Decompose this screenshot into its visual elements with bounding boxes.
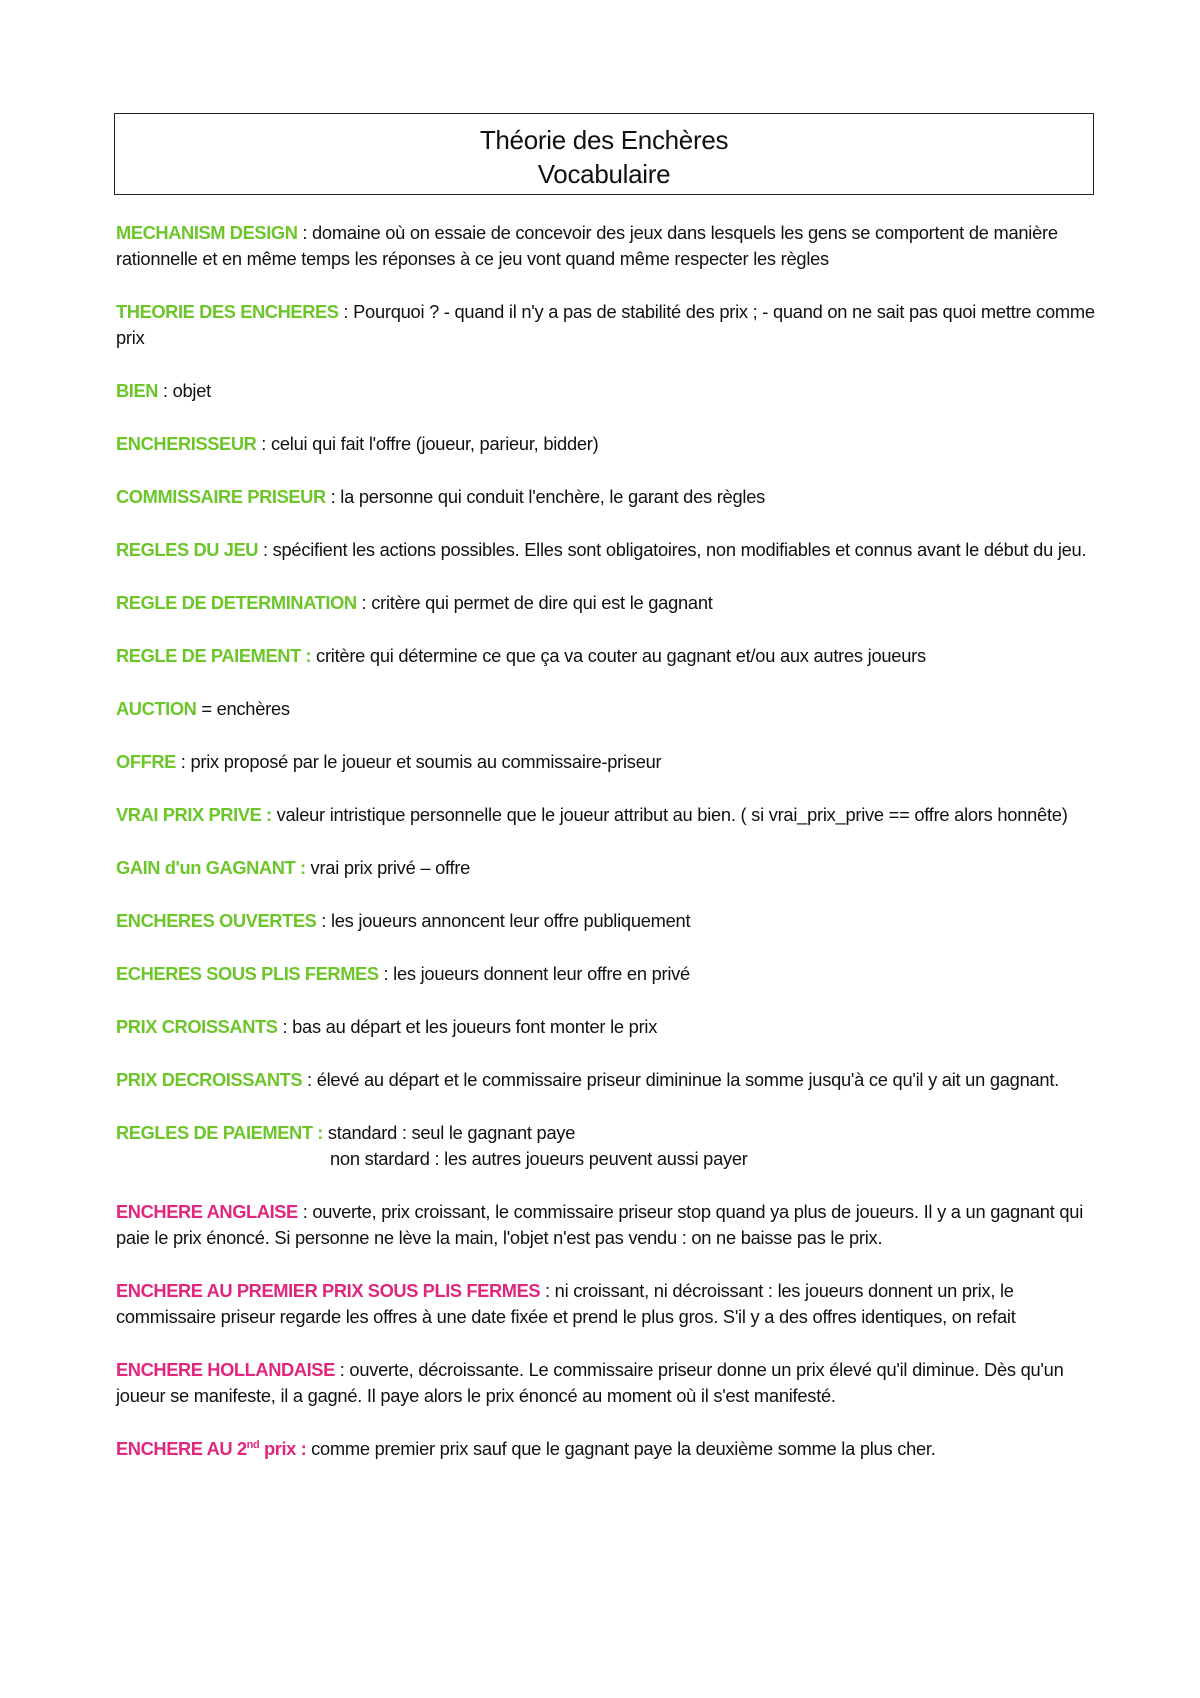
definition-entry (116, 299, 1096, 351)
definition-entry (116, 378, 1096, 404)
auction-type-term: ENCHERE HOLLANDAISE (116, 1359, 335, 1380)
definition-separator: : (338, 301, 354, 322)
definition-text: valeur intristique personnelle que le joueur attribut au bien. ( si vrai_prix_prive == offre alors honnête) (276, 804, 1068, 825)
definition-entry (116, 855, 1096, 881)
definition-term: BIEN (116, 380, 159, 401)
definition-term: MECHANISM DESIGN (116, 222, 298, 243)
definition-entry (116, 1014, 1096, 1040)
definition-text: objet (172, 380, 211, 401)
definition-text: ouverte, prix croissant, le commissaire priseur stop quand ya plus de joueurs. Il y a un gagnant qui paie le prix énoncé. Si personne ne lève la main, l'objet n'est pas vendu : on ne baisse pas le prix. (116, 1201, 1084, 1248)
definition-separator: : (277, 1016, 293, 1037)
term-part: prix : (259, 1438, 307, 1459)
definition-term: ENCHERISSEUR (116, 433, 257, 454)
definition-text: prix proposé par le joueur et soumis au commissaire-priseur (190, 751, 662, 772)
definition-separator: : (334, 1359, 350, 1380)
definition-separator: : (258, 539, 273, 560)
definition-entry (116, 1067, 1096, 1093)
definition-text: enchères (216, 698, 290, 719)
auction-type-term: ENCHERE AU PREMIER PRIX SOUS PLIS FERMES (116, 1280, 541, 1301)
definition-separator: : (316, 910, 331, 931)
definition-text: critère qui permet de dire qui est le gagnant (371, 592, 713, 613)
definition-text: ouverte, décroissante. Le commissaire priseur donne un prix élevé qu'il diminue. Dès qu'un joueur se manifeste, il a gagné. Il paye alors le prix énoncé au moment où il s'est manifesté. (116, 1359, 1064, 1406)
definition-term: REGLES DU JEU (116, 539, 259, 560)
auction-type-entry (116, 1199, 1096, 1251)
auction-type-term (116, 1438, 306, 1459)
definition-text: les joueurs annoncent leur offre publiquement (330, 910, 691, 931)
auction-type-entry (116, 1436, 1096, 1462)
definition-separator: : (158, 380, 173, 401)
definition-separator: : (325, 486, 341, 507)
definition-entry (116, 537, 1096, 563)
definition-separator: : (540, 1280, 555, 1301)
definition-entry (116, 696, 1096, 722)
definition-term: AUCTION (116, 698, 197, 719)
definition-entry (116, 802, 1096, 828)
definition-term: ECHERES SOUS PLIS FERMES (116, 963, 379, 984)
definition-text: bas au départ et les joueurs font monter le prix (292, 1016, 658, 1037)
definition-text: standard : seul le gagnant paye (327, 1122, 576, 1143)
definition-entry-paiement (116, 1120, 1096, 1172)
definition-term: REGLE DE DETERMINATION (116, 592, 357, 613)
definition-entry (116, 961, 1096, 987)
definition-separator: : (297, 1201, 313, 1222)
definition-text: ni croissant, ni décroissant : les joueurs donnent un prix, le commissaire priseur regarde les offres à une date fixée et prend le plus gros. S'il y a des offres identiques, on refait (116, 1280, 1016, 1327)
definition-term: REGLE DE PAIEMENT : (116, 645, 312, 666)
definition-text: critère qui détermine ce que ça va couter au gagnant et/ou aux autres joueurs (316, 645, 926, 666)
definition-entry (116, 908, 1096, 934)
auction-type-term: ENCHERE ANGLAISE (116, 1201, 298, 1222)
definition-separator: : (256, 433, 271, 454)
auction-type-entry (116, 1278, 1096, 1330)
definition-entry (116, 643, 1096, 669)
title-box (114, 113, 1094, 195)
definition-entry (116, 431, 1096, 457)
definition-entry (116, 220, 1096, 272)
auction-type-entry (116, 1357, 1096, 1409)
term-part: ENCHERE AU 2 (116, 1438, 247, 1459)
definition-text: spécifient les actions possibles. Elles sont obligatoires, non modifiables et connus avant le début du jeu. (272, 539, 1087, 560)
definition-separator: : (356, 592, 372, 613)
definition-text: domaine où on essaie de concevoir des jeux dans lesquels les gens se comportent de manière rationnelle et en même temps les réponses à ce jeu vont quand même respecter les règles (116, 222, 1058, 269)
definition-term: THEORIE DES ENCHERES (116, 301, 339, 322)
definition-term: OFFRE (116, 751, 176, 772)
definition-text: Pourquoi ? - quand il n'y a pas de stabilité des prix ; - quand on ne sait pas quoi mettre comme prix (116, 301, 1095, 348)
definition-text: comme premier prix sauf que le gagnant paye la deuxième somme la plus cher. (311, 1438, 936, 1459)
definition-text: élevé au départ et le commissaire priseur dimininue la somme jusqu'à ce qu'il y ait un gagnant. (316, 1069, 1060, 1090)
definition-term: ENCHERES OUVERTES (116, 910, 317, 931)
definition-separator: : (297, 222, 313, 243)
definition-term: COMMISSAIRE PRISEUR (116, 486, 326, 507)
definition-entry (116, 484, 1096, 510)
definition-entry (116, 749, 1096, 775)
definition-separator: = (196, 698, 217, 719)
definition-text: la personne qui conduit l'enchère, le garant des règles (340, 486, 765, 507)
document-subtitle: Vocabulaire (537, 159, 671, 189)
definition-term: PRIX CROISSANTS (116, 1016, 278, 1037)
definition-term: PRIX DECROISSANTS (116, 1069, 303, 1090)
definition-entry (116, 590, 1096, 616)
term-superscript: nd (246, 1438, 260, 1451)
definition-term: VRAI PRIX PRIVE : (116, 804, 272, 825)
definition-text: les joueurs donnent leur offre en privé (393, 963, 690, 984)
definition-separator: : (378, 963, 394, 984)
definition-text: celui qui fait l'offre (joueur, parieur, bidder) (270, 433, 599, 454)
definitions-list (116, 220, 1096, 1489)
document-title: Théorie des Enchères (479, 125, 729, 155)
definition-term: GAIN d'un GAGNANT : (116, 857, 306, 878)
definition-text-continued: non stardard : les autres joueurs peuvent aussi payer (330, 1148, 748, 1169)
definition-separator: : (302, 1069, 317, 1090)
definition-text: vrai prix privé – offre (310, 857, 471, 878)
definition-separator: : (175, 751, 191, 772)
definition-term: REGLES DE PAIEMENT : (116, 1122, 323, 1143)
